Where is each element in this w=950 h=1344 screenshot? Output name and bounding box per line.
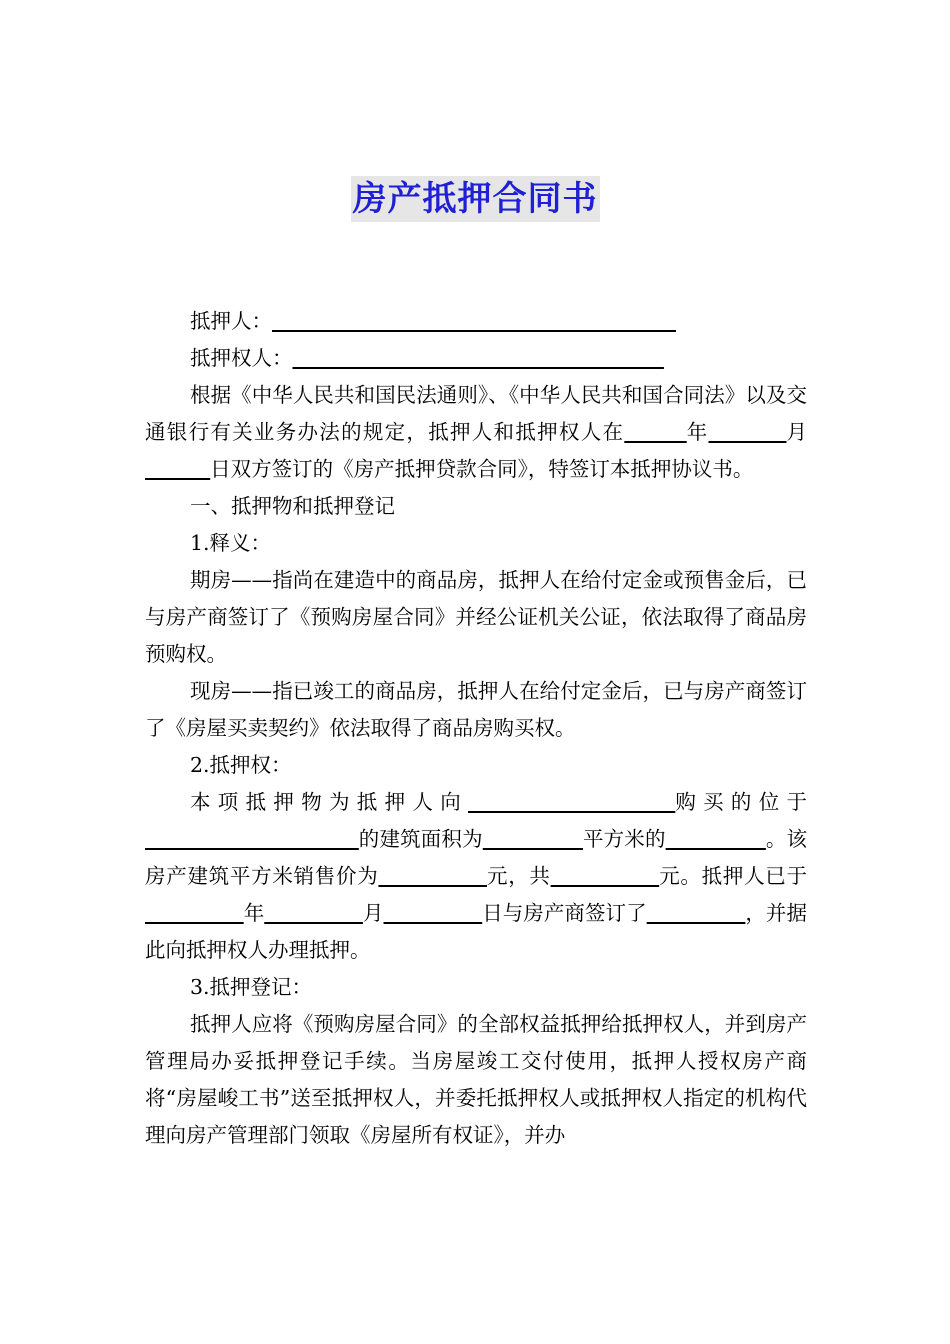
mortgagee-blank xyxy=(293,346,664,370)
section-1-heading: 一、抵押物和抵押登记 xyxy=(190,494,395,518)
definition-futures: 期房——指尚在建造中的商品房，抵押人在给付定金或预售金后，已与房产商签订了《预购房屋合同》并经公证机关公证，依法取得了商品房预购权。 xyxy=(145,568,807,666)
intro-paragraph xyxy=(145,377,807,488)
mortgage-text-a: 本项抵押物为抵押人向 xyxy=(190,790,469,814)
mortgage-blank-location xyxy=(145,827,359,851)
mortgage-blank-contract xyxy=(647,901,746,925)
mortgagor-blank xyxy=(272,309,676,333)
title-container xyxy=(0,176,950,222)
mortgage-text-c: 的建筑面积为 xyxy=(358,827,483,851)
mortgage-text-j: 日与房产商签订了 xyxy=(482,901,647,925)
definition-existing: 现房——指已竣工的商品房，抵押人在给付定金后，已与房产商签订了《房屋买卖契约》依法取得了商品房购买权。 xyxy=(145,679,807,740)
mortgage-blank-year xyxy=(145,901,244,925)
mortgage-blank-day xyxy=(384,901,483,925)
intro-text-a: 根据《中华人民共和国民法通则》、《中华人民共和国合同法》以及交通银行有关业务办法的规定，抵押人和抵押权人在 xyxy=(145,383,807,444)
intro-text-b: 年 xyxy=(686,420,709,444)
document-title: 房产抵押合同书 xyxy=(351,176,600,222)
intro-text-d: 日双方签订的《房产抵押贷款合同》，特签订本抵押协议书。 xyxy=(210,457,754,481)
intro-blank-1 xyxy=(624,420,686,444)
mortgage-text-h: 年 xyxy=(243,901,265,925)
mortgagee-label: 抵押权人： xyxy=(190,346,293,370)
mortgage-blank-seller xyxy=(468,790,675,814)
mortgage-text-f: 元，共 xyxy=(486,864,551,888)
mortgage-text-k: ，并据此向抵押权人办理抵押。 xyxy=(145,901,807,962)
mortgage-blank-month xyxy=(264,901,363,925)
mortgagor-label: 抵押人： xyxy=(190,309,272,333)
mortgage-text-d: 平方米的 xyxy=(582,827,666,851)
mortgage-paragraph xyxy=(145,784,807,969)
mortgage-text-g: 元。抵押人已于 xyxy=(659,864,808,888)
mortgagee-line xyxy=(145,340,807,377)
mortgage-blank-total xyxy=(551,864,660,888)
mortgage-blank-type xyxy=(666,827,766,851)
mortgage-blank-unit-price xyxy=(378,864,487,888)
registration-paragraph: 抵押人应将《预购房屋合同》的全部权益抵押给抵押权人，并到房产管理局办妥抵押登记手续。当房屋竣工交付使用，抵押人授权房产商将“房屋峻工书”送至抵押权人，并委托抵押权人或抵押权人指定的机构代理向房产管理部门领取《房屋所有权证》，并办 xyxy=(145,1012,807,1147)
document-body xyxy=(145,303,807,1154)
mortgage-text-e: 。该房产建筑平方米销售价为 xyxy=(145,827,808,888)
item-3-heading: 3.抵押登记： xyxy=(190,975,313,999)
mortgage-text-i: 月 xyxy=(362,901,384,925)
intro-blank-2 xyxy=(709,420,787,444)
mortgage-blank-area xyxy=(483,827,583,851)
intro-text-c: 月 xyxy=(786,420,808,444)
mortgage-text-b: 购买的位于 xyxy=(675,790,808,814)
intro-blank-3 xyxy=(145,457,210,481)
item-2-heading: 2.抵押权： xyxy=(190,753,292,777)
mortgagor-line xyxy=(145,303,807,340)
item-1-heading: 1.释义： xyxy=(190,531,272,555)
